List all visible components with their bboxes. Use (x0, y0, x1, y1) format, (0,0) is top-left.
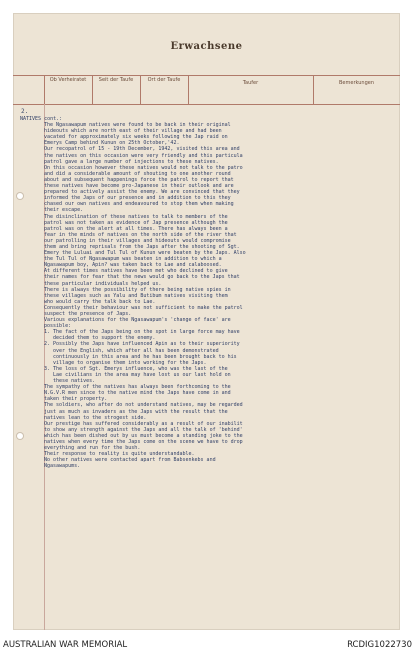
form-title: Erwachsene (170, 41, 243, 52)
text-line: them and bring reprisals from the Japs after the shooting of Sgt. (44, 243, 240, 250)
text-line: these natives have become pro-Japanese in their outlook and are (44, 183, 234, 190)
text-line: the Tul Tul of Ngasawapum was beaten in addition to which a (44, 256, 222, 263)
text-line: There is always the possibility of there being native spies in (44, 286, 231, 293)
text-line: vacated for approximately six weeks following the Jap raid on (44, 134, 228, 141)
text-line: Their response to reality is quite understandable. (44, 451, 195, 458)
text-line: continuously in this area and he has been brought back to his (44, 353, 237, 360)
text-line: which has been dished out by us must become a standing joke to the (44, 432, 243, 439)
text-line: just as much as invaders as the Japs with the result that the (44, 408, 228, 415)
text-line: NATIVES cont.: (20, 116, 63, 122)
text-line: these villages such as Yalu and Butibum natives visiting them (44, 292, 228, 299)
text-line: the natives on this occasion were very friendly and this particula (44, 152, 243, 159)
header-rule-bottom (13, 104, 400, 105)
text-line: natives when every time the Japs come on the scene we have to drop (44, 438, 243, 445)
text-line: Consequently their behaviour was not sufficient to make the patrol (44, 304, 243, 311)
column-divider (313, 75, 314, 104)
text-line: hideouts which are north east of their village and had been (44, 128, 222, 135)
text-line: Our recopatrol of 15 - 19th December, 1942, visited this area and (44, 146, 240, 153)
text-line: Emerys Camp behind Kunun on 25th October,'42. (44, 140, 180, 147)
header-rule-top (13, 75, 400, 76)
document-page (13, 13, 400, 630)
column-divider (92, 75, 93, 104)
text-line: The soldiers, who after do not understand natives, may be regarded (44, 402, 243, 409)
text-line: natives lean to the strogest side. (44, 414, 147, 421)
column-divider (44, 75, 45, 104)
column-header-verheiratet: Ob Verheiratet (49, 77, 87, 83)
archive-footer (0, 636, 416, 654)
text-line: 3. The loss of Sgt. Emerys influence, who was the last of the (44, 365, 228, 372)
text-line: Lae civilians in the area may have lost us our last hold on (44, 371, 231, 378)
text-line: village to organise them into working for the Japs. (44, 359, 207, 366)
text-line: patrol was on the alert at all times. There has always been a (44, 225, 228, 232)
text-line: Various explanations for the Ngasawapum's 'change of face' are (44, 317, 231, 324)
archive-name: AUSTRALIAN WAR MEMORIAL (3, 640, 128, 650)
text-line: taken their property. (44, 396, 108, 403)
text-line: The disinclination of these natives to talk to members of the (44, 213, 228, 220)
text-line: fear in the minds of natives on the north side of the river that (44, 231, 237, 238)
text-line: Our prestige has suffered considerably as a result of our inabilit (44, 420, 243, 427)
typed-report-text (20, 116, 394, 470)
text-line: everything and run for the bush. (44, 445, 141, 452)
text-line: chased our own natives and endeavoured to stop them when making (44, 201, 234, 208)
text-line: suspect the presence of Japs. (44, 311, 132, 317)
text-line: The Ngasawapum natives were found to be back in their original (44, 122, 231, 129)
text-line: N.G.V.R men since to the native mind the Japs have come in and (44, 390, 231, 397)
column-header-taufer: Taufer (242, 80, 259, 86)
text-line: Emery the Luluai and Tul Tul of Kunun were beaten by the Japs. Also (44, 250, 246, 257)
column-header-seit-taufe: Seit der Taufe (98, 77, 134, 83)
record-id: RCDIG1022730 (347, 640, 412, 650)
punch-hole (17, 433, 23, 439)
text-line: informed the Japs of our presence and in addition to this they (44, 195, 231, 202)
column-header-ort-taufe: Ort der Taufe (147, 77, 181, 83)
text-line: their escape. (44, 207, 84, 214)
text-line: who would carry the talk back to Lae. (44, 298, 156, 305)
text-line: over the English, which after all has been demonstrated (44, 347, 219, 354)
text-line: these particular individuals helped us. (44, 280, 162, 287)
text-line: No other natives were contacted apart from Babsenkebs and (44, 457, 216, 464)
column-divider (188, 75, 189, 104)
text-line: Ngasawapums. (44, 463, 81, 470)
punch-hole (17, 193, 23, 199)
text-line: to show any strength against the Japs and all the talk of 'behind' (44, 426, 243, 433)
text-line: Ngasawapum boy, Apin? was taken back to Lae and calaboosed. (44, 262, 222, 269)
text-line: possible: (44, 323, 72, 330)
text-line: and did a considerable amount of shouting to one another round (44, 170, 231, 177)
text-line: their names for fear that the news would go back to the Japs that (44, 274, 240, 281)
column-divider (140, 75, 141, 104)
text-line: these natives. (44, 378, 96, 385)
text-line: At different times natives have been met who declined to give (44, 268, 228, 275)
column-header-bemerkungen: Bemerkungen (338, 80, 374, 86)
text-line: our patrolling in their villages and hideouts would compromise (44, 237, 231, 244)
text-line: 1. The fact of the Japs being on the spot in large force may have (44, 329, 240, 336)
text-line: about and subsequent happenings force the patrol to report that (44, 176, 234, 183)
text-line: The sympathy of the natives has always been forthcoming to the (44, 384, 231, 391)
page-number: 2. (21, 108, 29, 115)
text-line: patrol gave a large number of injections to these natives. (44, 158, 219, 165)
text-line: 2. Possibly the Japs have influenced Apin as to their superiority (44, 341, 240, 348)
text-line: prepared to actively assist the enemy. We are convinced that they (44, 189, 240, 196)
text-line: On this occasion however these natives would not talk to the patro (44, 164, 243, 171)
text-line: decided them to support the enemy. (44, 335, 156, 342)
text-line: patrol was not taken as evidence of Jap presence although the (44, 219, 228, 226)
